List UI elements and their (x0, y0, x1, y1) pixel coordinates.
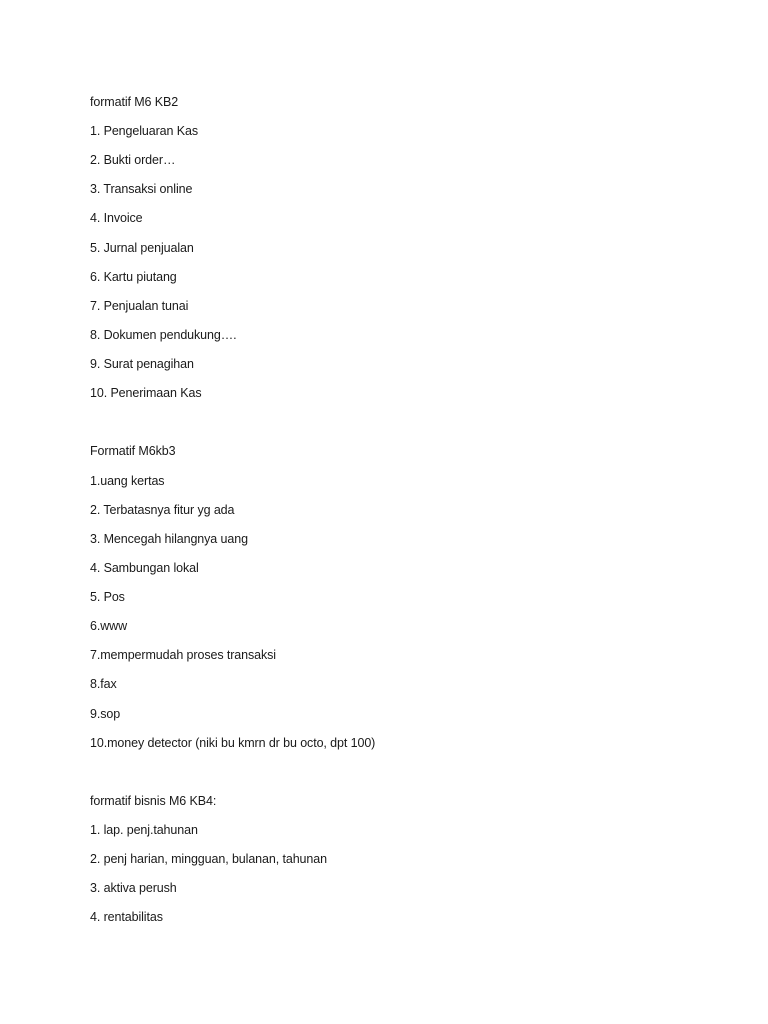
list-item: 4. Invoice (90, 211, 143, 225)
list-item: 3. Transaksi online (90, 182, 193, 196)
list-item: 1. Pengeluaran Kas (90, 124, 199, 138)
list-item: 7.mempermudah proses transaksi (90, 648, 276, 662)
list-item: 10.money detector (niki bu kmrn dr bu octo, dpt 100) (90, 736, 376, 750)
list-item: 1.uang kertas (90, 474, 165, 488)
list-item: 7. Penjualan tunai (90, 299, 189, 313)
list-item: 2. Terbatasnya fitur yg ada (90, 503, 235, 517)
list-item: 2. Bukti order… (90, 153, 176, 167)
section-heading: Formatif M6kb3 (90, 444, 176, 458)
list-item: 8. Dokumen pendukung…. (90, 328, 237, 342)
list-item: 9.sop (90, 707, 121, 721)
list-item: 3. aktiva perush (90, 881, 177, 895)
list-item: 1. lap. penj.tahunan (90, 823, 198, 837)
section-heading: formatif M6 KB2 (90, 95, 179, 109)
list-item: 8.fax (90, 677, 117, 691)
list-item: 5. Jurnal penjualan (90, 241, 194, 255)
list-item: 3. Mencegah hilangnya uang (90, 532, 248, 546)
list-item: 6.www (90, 619, 128, 633)
list-item: 6. Kartu piutang (90, 270, 177, 284)
list-item: 4. Sambungan lokal (90, 561, 199, 575)
list-item: 4. rentabilitas (90, 910, 163, 924)
list-item: 2. penj harian, mingguan, bulanan, tahunan (90, 852, 327, 866)
list-item: 5. Pos (90, 590, 125, 604)
section-heading: formatif bisnis M6 KB4: (90, 794, 217, 808)
list-item: 10. Penerimaan Kas (90, 386, 202, 400)
list-item: 9. Surat penagihan (90, 357, 194, 371)
